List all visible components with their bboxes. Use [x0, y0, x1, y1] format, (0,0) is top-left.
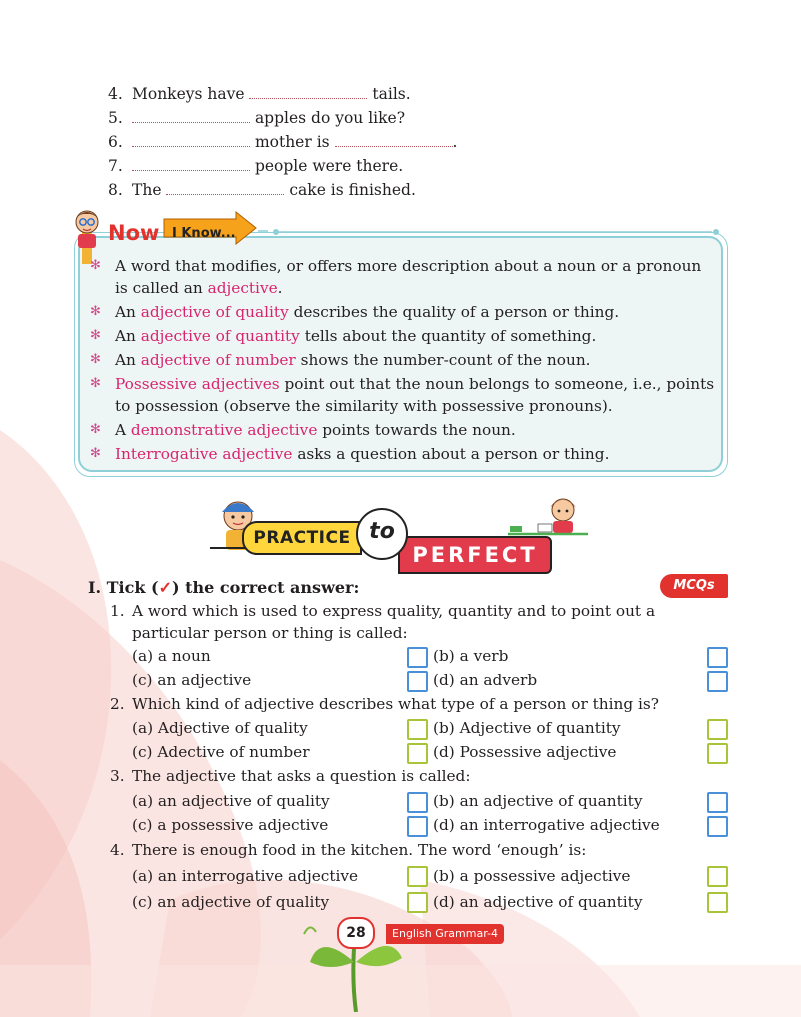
plant-stem-icon	[353, 948, 356, 1012]
question-text: Which kind of adjective describes what type of a person or thing is?	[132, 695, 659, 713]
highlight-term: Interrogative adjective	[115, 445, 293, 463]
item-text: A	[115, 421, 131, 439]
fill-blank-list	[108, 82, 608, 202]
flower-bullet-icon: ✻	[90, 446, 101, 461]
sentence-text: tails.	[372, 85, 411, 103]
sentence-text: people were there.	[254, 157, 404, 175]
sentence-text: The	[132, 181, 162, 199]
heading-text: I. Tick (	[88, 578, 159, 597]
flower-bullet-icon: ✻	[90, 304, 101, 319]
now-title: Now	[108, 221, 160, 245]
item-number: 4.	[108, 85, 123, 103]
answer-checkbox[interactable]	[707, 719, 728, 740]
list-item	[90, 301, 716, 323]
sprout-icon	[304, 927, 316, 934]
i-know-title: I Know...	[172, 226, 236, 241]
blank-sentence-8	[108, 178, 608, 202]
highlight-term: adjective of quality	[140, 303, 289, 321]
item-text: An	[115, 351, 141, 369]
perfect-label: PERFECT	[398, 536, 552, 574]
list-item	[90, 325, 716, 347]
highlight-term: adjective	[207, 279, 278, 297]
highlight-term: Possessive adjectives	[115, 375, 280, 393]
option-c: (c) Adective of number	[132, 743, 310, 761]
item-text: shows the number-count of the noun.	[295, 351, 591, 369]
answer-checkbox[interactable]	[407, 792, 428, 813]
leaf-icon	[310, 947, 354, 967]
option-a: (a) a noun	[132, 647, 211, 665]
answer-checkbox[interactable]	[707, 792, 728, 813]
question-number: 4.	[110, 841, 125, 859]
answer-checkbox[interactable]	[407, 892, 428, 913]
answer-checkbox[interactable]	[407, 743, 428, 764]
option-b: (b) Adjective of quantity	[433, 719, 621, 737]
question-text: There is enough food in the kitchen. The word ‘enough’ is:	[132, 841, 587, 859]
answer-checkbox[interactable]	[707, 866, 728, 887]
flower-bullet-icon: ✻	[90, 376, 101, 391]
item-number: 7.	[108, 157, 123, 175]
mcq-badge: MCQs	[660, 574, 728, 598]
option-b: (b) an adjective of quantity	[433, 792, 643, 810]
option-d: (d) an adjective of quantity	[433, 893, 643, 911]
list-item	[90, 373, 716, 417]
tick-icon: ✓	[158, 578, 172, 597]
item-text: A word that modifies, or offers more description about a noun or a pronoun is called an	[115, 257, 702, 297]
blank-line[interactable]	[132, 131, 250, 147]
header-rule	[270, 226, 730, 238]
item-number: 6.	[108, 133, 123, 151]
question-number: 3.	[110, 767, 125, 785]
item-text: describes the quality of a person or thing.	[288, 303, 620, 321]
list-item	[90, 349, 716, 371]
question-text: The adjective that asks a question is called:	[132, 767, 471, 785]
item-number: 8.	[108, 181, 123, 199]
now-i-know-list	[90, 255, 716, 467]
question-1	[110, 600, 732, 644]
flower-bullet-icon: ✻	[90, 328, 101, 343]
book-title: English Grammar-4	[386, 924, 504, 944]
item-text: tells about the quantity of something.	[299, 327, 597, 345]
answer-checkbox[interactable]	[707, 816, 728, 837]
highlight-term: demonstrative adjective	[130, 421, 318, 439]
sentence-text: .	[452, 133, 458, 151]
option-c: (c) a possessive adjective	[132, 816, 329, 834]
blank-line[interactable]	[132, 155, 250, 171]
option-d: (d) Possessive adjective	[433, 743, 617, 761]
item-text: .	[277, 279, 283, 297]
question-3	[110, 765, 732, 787]
item-text: point out that the noun belongs to someone, i.e., points to possession (observe the similarity with possessive pronouns).	[115, 375, 715, 415]
option-b: (b) a possessive adjective	[433, 867, 631, 885]
blank-sentence-4	[108, 82, 608, 106]
heading-text: ) the correct answer:	[171, 578, 360, 597]
option-a: (a) an adjective of quality	[132, 792, 330, 810]
item-text: points towards the noun.	[317, 421, 516, 439]
list-item	[90, 255, 716, 299]
blank-sentence-6	[108, 130, 608, 154]
girl-reading-icon	[508, 499, 588, 534]
item-text: asks a question about a person or thing.	[292, 445, 610, 463]
blank-line[interactable]	[166, 179, 284, 195]
page-number: 28	[337, 917, 375, 949]
question-4	[110, 839, 732, 861]
answer-checkbox[interactable]	[707, 892, 728, 913]
highlight-term: adjective of quantity	[140, 327, 300, 345]
answer-checkbox[interactable]	[707, 647, 728, 668]
sentence-text: cake is finished.	[289, 181, 416, 199]
question-text: A word which is used to express quality, quantity and to point out a particular person or thing is called:	[132, 602, 656, 642]
section-heading	[88, 578, 359, 597]
option-b: (b) a verb	[433, 647, 509, 665]
blank-line[interactable]	[249, 83, 367, 99]
item-text: An	[115, 303, 141, 321]
blank-line[interactable]	[335, 131, 453, 147]
answer-checkbox[interactable]	[407, 719, 428, 740]
leaf-icon	[356, 946, 402, 966]
sentence-text: Monkeys have	[132, 85, 245, 103]
sentence-text: apples do you like?	[254, 109, 406, 127]
answer-checkbox[interactable]	[407, 816, 428, 837]
answer-checkbox[interactable]	[407, 866, 428, 887]
to-label: to	[356, 508, 408, 560]
question-2	[110, 693, 732, 715]
option-a: (a) an interrogative adjective	[132, 867, 359, 885]
question-number: 1.	[110, 602, 125, 620]
flower-bullet-icon: ✻	[90, 352, 101, 367]
item-number: 5.	[108, 109, 123, 127]
list-item	[90, 443, 716, 465]
list-item	[90, 419, 716, 441]
flower-bullet-icon: ✻	[90, 258, 101, 273]
answer-checkbox[interactable]	[407, 647, 428, 668]
answer-checkbox[interactable]	[707, 671, 728, 692]
option-d: (d) an adverb	[433, 671, 538, 689]
blank-sentence-5	[108, 106, 608, 130]
practice-label: PRACTICE	[242, 521, 362, 555]
option-c: (c) an adjective of quality	[132, 893, 330, 911]
option-d: (d) an interrogative adjective	[433, 816, 660, 834]
blank-line[interactable]	[132, 107, 250, 123]
blank-sentence-7	[108, 154, 608, 178]
highlight-term: adjective of number	[140, 351, 296, 369]
option-a: (a) Adjective of quality	[132, 719, 308, 737]
answer-checkbox[interactable]	[407, 671, 428, 692]
item-text: An	[115, 327, 141, 345]
option-c: (c) an adjective	[132, 671, 252, 689]
answer-checkbox[interactable]	[707, 743, 728, 764]
sentence-text: mother is	[254, 133, 330, 151]
flower-bullet-icon: ✻	[90, 422, 101, 437]
question-number: 2.	[110, 695, 125, 713]
